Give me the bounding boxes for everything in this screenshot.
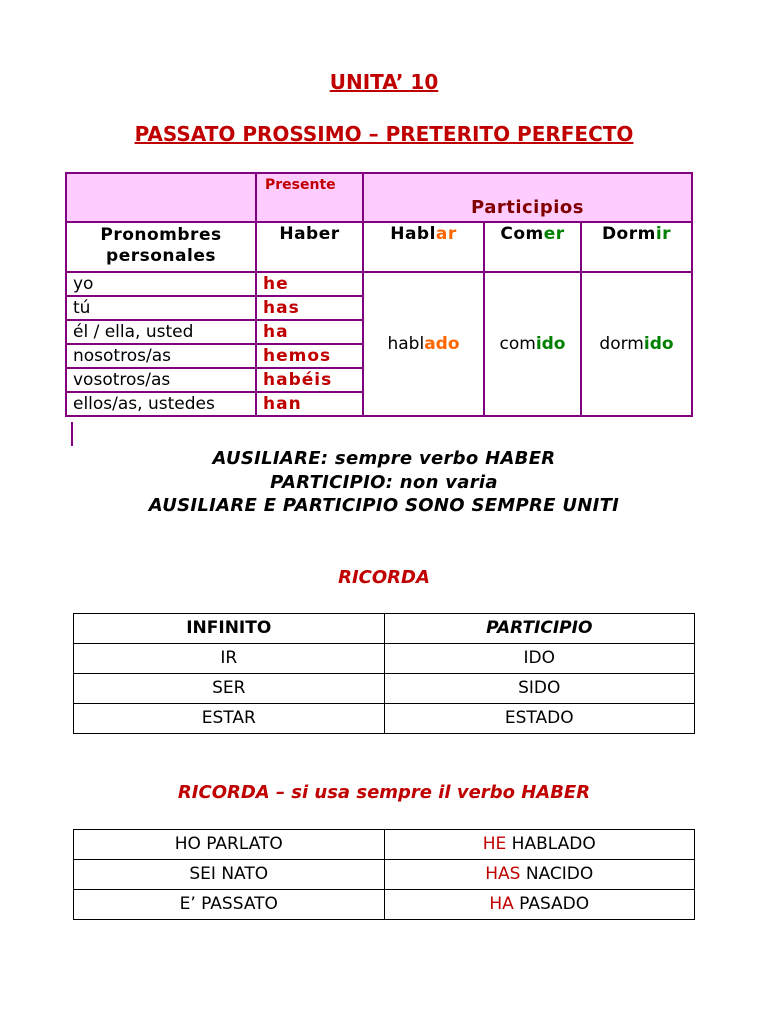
- participle-word: PASADO: [513, 894, 590, 914]
- presente-label: Presente: [256, 173, 363, 222]
- italian-phrase: SEI NATO: [74, 860, 385, 890]
- rule-sempre-uniti: AUSILIARE E PARTICIPIO SONO SEMPRE UNITI: [148, 495, 620, 516]
- conjugation-table: [65, 172, 693, 417]
- dormido-stem: dorm: [599, 334, 644, 354]
- aux-word: HE: [482, 834, 507, 854]
- irregular-participles-table: [73, 613, 695, 734]
- comer-ending: er: [543, 224, 565, 244]
- aux-word: HAS: [485, 864, 521, 884]
- spanish-phrase: [384, 890, 695, 920]
- page-subtitle: PASSATO PROSSIMO – PRETERITO PERFECTO: [134, 122, 634, 146]
- participle-cell: SIDO: [384, 674, 695, 704]
- haber-form-cell: habéis: [256, 368, 363, 392]
- dormir-stem: Dorm: [601, 224, 656, 244]
- hablado-stem: habl: [387, 334, 425, 354]
- hablar-stem: Habl: [390, 224, 436, 244]
- haber-form-cell: hemos: [256, 344, 363, 368]
- examples-table: [73, 829, 695, 920]
- rule-participio: PARTICIPIO: non varia: [270, 472, 498, 493]
- comido-stem: com: [499, 334, 536, 354]
- participle-dormido: [581, 272, 692, 416]
- participle-cell: IDO: [384, 644, 695, 674]
- pronoun-cell: tú: [66, 296, 256, 320]
- comido-ending: ido: [535, 334, 566, 354]
- hablar-ending: ar: [435, 224, 457, 244]
- haber-form-cell: ha: [256, 320, 363, 344]
- participle-cell: ESTADO: [384, 704, 695, 734]
- aux-word: HA: [489, 894, 514, 914]
- italian-phrase: E’ PASSATO: [74, 890, 385, 920]
- spanish-phrase: [384, 830, 695, 860]
- haber-form-cell: he: [256, 272, 363, 296]
- page-title: UNITA’ 10: [329, 70, 439, 94]
- ricorda-heading: RICORDA: [338, 567, 430, 588]
- header-infinito: INFINITO: [74, 614, 385, 644]
- header-participio: PARTICIPIO: [384, 614, 695, 644]
- header-comer: [484, 222, 581, 272]
- dormir-ending: ir: [655, 224, 672, 244]
- comer-stem: Com: [500, 224, 544, 244]
- dormido-ending: ido: [643, 334, 674, 354]
- ricorda-haber-heading: RICORDA – si usa sempre il verbo HABER: [177, 782, 591, 803]
- pronoun-cell: ellos/as, ustedes: [66, 392, 256, 416]
- header-haber: Haber: [256, 222, 363, 272]
- haber-form-cell: han: [256, 392, 363, 416]
- pronoun-cell: vosotros/as: [66, 368, 256, 392]
- header-pronombres: Pronombres personales: [66, 222, 256, 272]
- participle-word: HABLADO: [506, 834, 596, 854]
- haber-form-cell: has: [256, 296, 363, 320]
- header-hablar: [363, 222, 484, 272]
- empty-header-cell: [66, 173, 256, 222]
- participle-word: NACIDO: [520, 864, 594, 884]
- italian-phrase: HO PARLATO: [74, 830, 385, 860]
- participle-hablado: [363, 272, 484, 416]
- spanish-phrase: [384, 860, 695, 890]
- infinitive-cell: SER: [74, 674, 385, 704]
- rule-ausiliare: AUSILIARE: sempre verbo HABER: [212, 448, 556, 469]
- pronoun-cell: yo: [66, 272, 256, 296]
- header-dormir: [581, 222, 692, 272]
- infinitive-cell: IR: [74, 644, 385, 674]
- infinitive-cell: ESTAR: [74, 704, 385, 734]
- text-cursor: [71, 422, 73, 446]
- participle-comido: [484, 272, 581, 416]
- participios-label: Participios: [363, 173, 692, 222]
- pronoun-cell: él / ella, usted: [66, 320, 256, 344]
- pronoun-cell: nosotros/as: [66, 344, 256, 368]
- hablado-ending: ado: [424, 334, 460, 354]
